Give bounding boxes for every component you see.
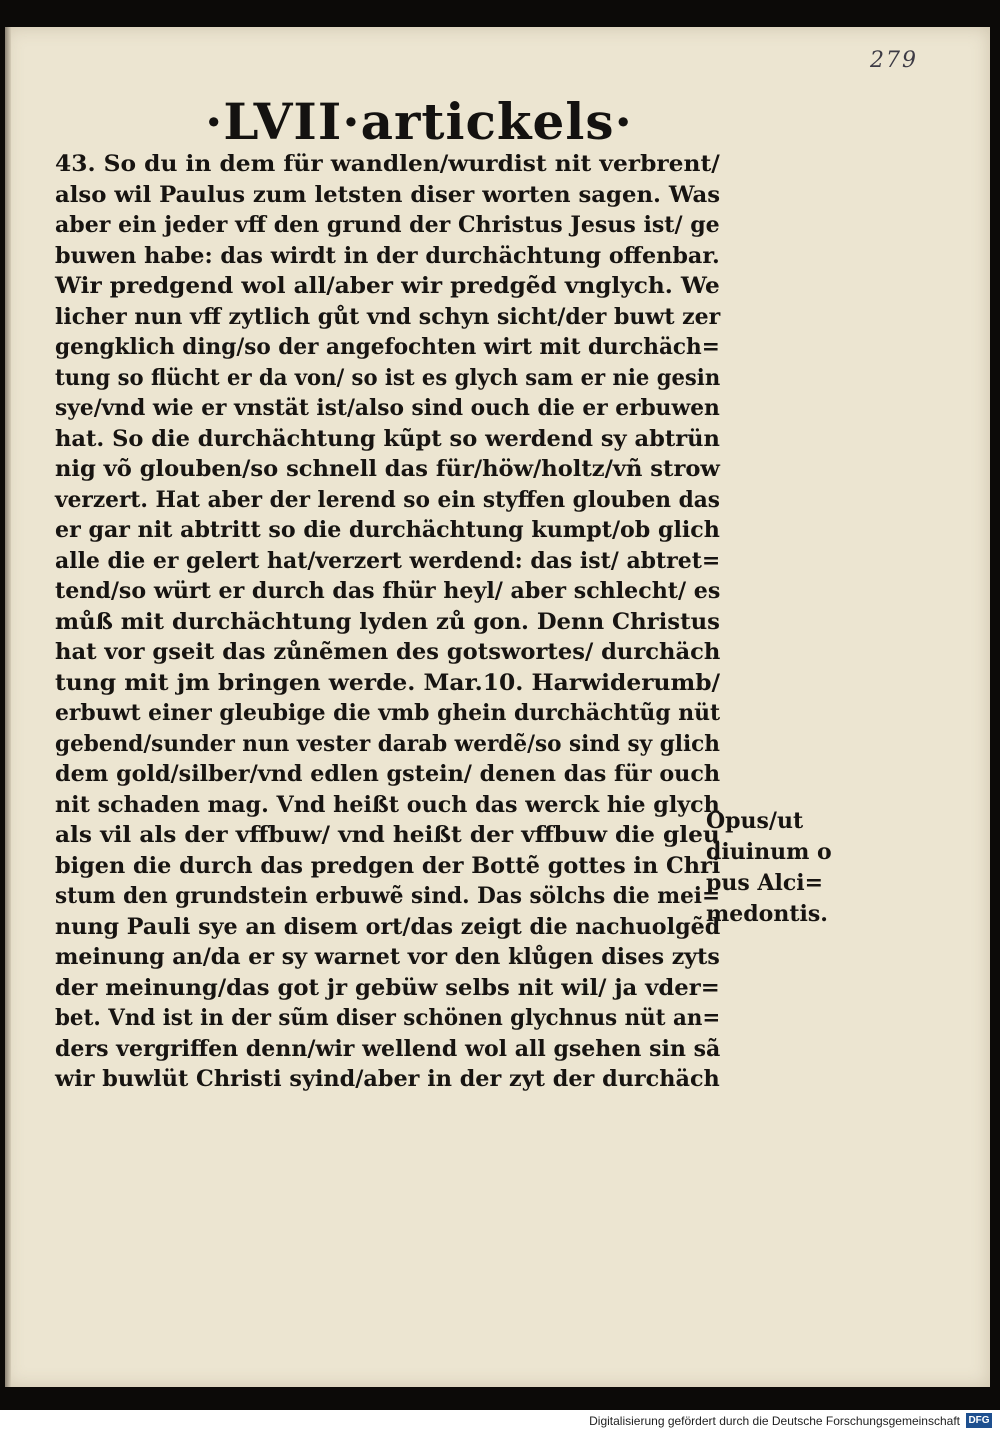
text-line: als vil als der vffbuw/ vnd heißt der vffbuw die gleu	[55, 822, 720, 848]
text-line: nit schaden mag. Vnd heißt ouch das werck hie glych	[55, 791, 720, 818]
text-line: hat vor gseit das zůnẽmen des gotswortes/ durchäch	[55, 639, 721, 665]
text-line: dem gold/silber/vnd edlen gstein/ denen das für ouch	[55, 761, 721, 787]
text-line: licher nun vff zytlich gůt vnd schyn sicht/der buwt zer	[55, 303, 721, 330]
text-line: nig võ glouben/so schnell das für/höw/holtz/vñ strow	[55, 456, 720, 482]
marginal-note	[706, 806, 832, 930]
dfg-logo: DFG	[966, 1413, 992, 1428]
text-line: wir buwlüt Christi syind/aber in der zyt der durchäch	[55, 1066, 720, 1092]
text-line: verzert. Hat aber der lerend so ein styffen glouben das	[55, 486, 721, 513]
text-line: er gar nit abtritt so die durchächtung kumpt/ob glich	[55, 517, 720, 543]
text-line: gengklich ding/so der angefochten wirt mit durchäch=	[55, 334, 720, 360]
text-line: erbuwt einer gleubige die vmb ghein durchächtũg nüt	[55, 700, 721, 726]
text-line: nung Pauli sye an disem ort/das zeigt die nachuolgẽd	[55, 913, 721, 940]
text-line: tung so flücht er da von/ so ist es glych sam er nie gesin	[55, 364, 721, 391]
text-line: also wil Paulus zum letsten diser worten sagen. Was	[55, 181, 721, 208]
margin-note-line: diuinum o	[706, 839, 832, 865]
body-text-block	[55, 149, 725, 1095]
text-line: Wir predgend wol all/aber wir predgẽd vnglych. We	[55, 273, 720, 299]
page-binding-edge	[5, 27, 11, 1387]
page-heading: ·LVII·artickels·	[205, 92, 633, 151]
text-line: ders vergriffen denn/wir wellend wol all gsehen sin sã	[55, 1035, 721, 1062]
text-line: sye/vnd wie er vnstät ist/also sind ouch die er erbuwen	[55, 395, 720, 421]
text-line: buwen habe: das wirdt in der durchächtung offenbar.	[55, 242, 720, 269]
text-line: bet. Vnd ist in der sũm diser schönen glychnus nüt an=	[55, 1005, 721, 1031]
footer-credit: Digitalisierung gefördert durch die Deutsche Forschungsgemeinschaft	[589, 1414, 960, 1428]
margin-note-line: pus Alci=	[706, 870, 824, 896]
text-line: tung mit jm bringen werde. Mar.10. Harwiderumb/	[55, 669, 721, 696]
margin-note-line: Opus/ut	[706, 808, 804, 834]
text-line: aber ein jeder vff den grund der Christus Jesus ist/ ge	[55, 212, 720, 238]
text-line: hat. So die durchächtung kũpt so werdend sy abtrün	[55, 425, 720, 452]
text-line: alle die er gelert hat/verzert werdend: das ist/ abtret=	[55, 547, 721, 574]
text-line: můß mit durchächtung lyden zů gon. Denn Christus	[55, 608, 720, 635]
margin-note-line: medontis.	[706, 901, 828, 927]
text-line: der meinung/das got jr gebüw selbs nit wil/ ja vder=	[55, 974, 720, 1001]
text-line: meinung an/da er sy warnet vor den klůgen dises zyts	[55, 944, 720, 970]
text-line: bigen die durch das predgen der Bottẽ gottes in Chri	[55, 852, 721, 879]
text-line: tend/so würt er durch das fhür heyl/ aber schlecht/ es	[55, 578, 721, 604]
text-line: gebend/sunder nun vester darab werdẽ/so sind sy glich	[55, 730, 720, 757]
folio-number: 279	[870, 48, 918, 73]
footer-bar	[0, 1410, 1000, 1434]
text-line: 43. So du in dem für wandlen/wurdist nit verbrent/	[55, 151, 720, 177]
text-line: stum den grundstein erbuwẽ sind. Das sölchs die mei=	[55, 883, 721, 909]
